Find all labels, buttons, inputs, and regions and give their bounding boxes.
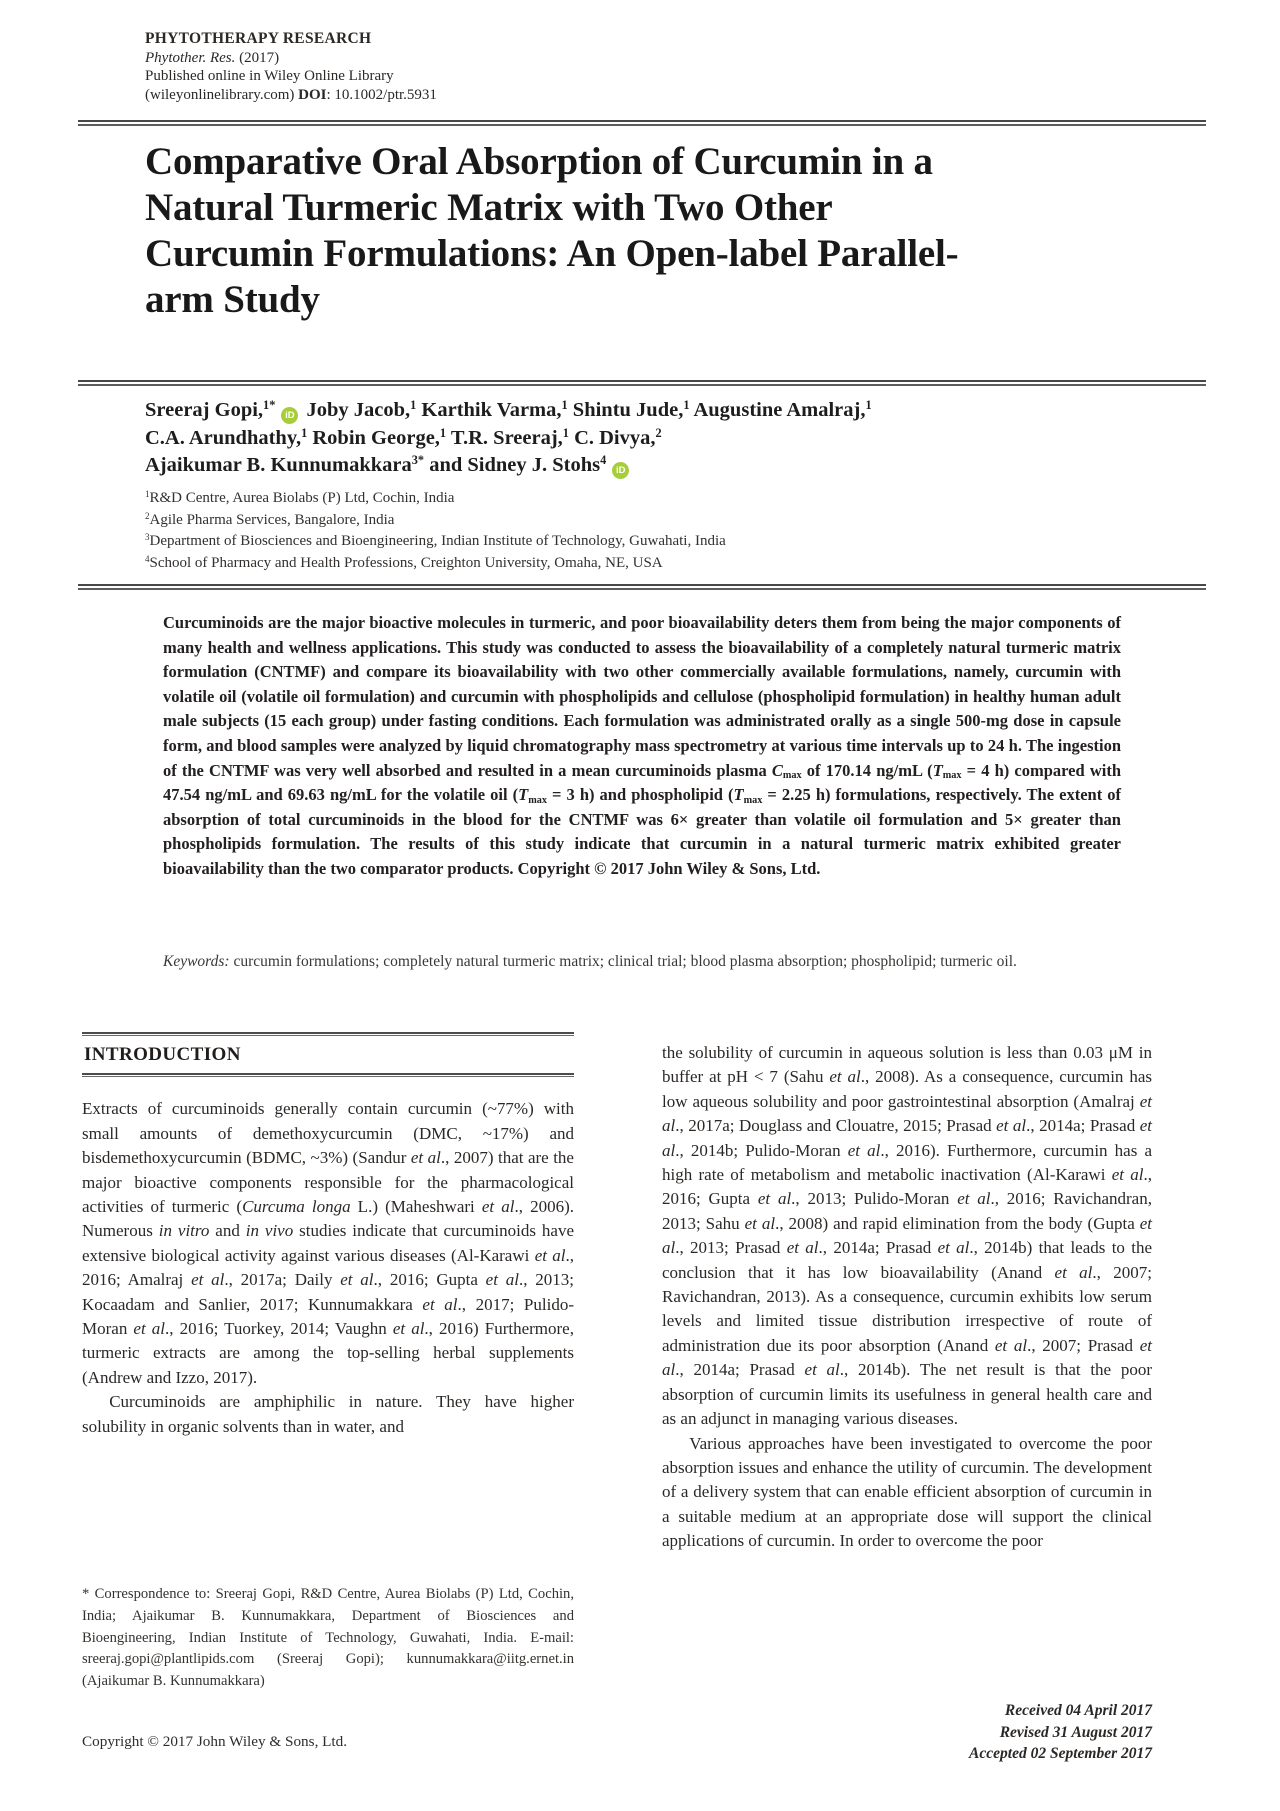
affiliation-list [145, 488, 1155, 574]
paper-title-line: Natural Turmeric Matrix with Two Other [145, 186, 833, 229]
journal-citation: Phytother. Res. (2017) [145, 49, 280, 66]
paper-title-line: Comparative Oral Absorption of Curcumin in a [145, 140, 933, 183]
keywords-line: Keywords: curcumin formulations; completely natural turmeric matrix; clinical trial; blood plasma absorption; phospholipid; turmeric oil. [163, 953, 1017, 970]
paper-title-line: arm Study [145, 278, 320, 321]
right-column [662, 1041, 1152, 1554]
intro-paragraph: Extracts of curcuminoids generally contain curcumin (~77%) with small amounts of demethoxycurcumin (DMC, ~17%) and bisdemethoxycurcumin (BDMC, ~3%) (Sandur et al., 2007) that are the major bioactive components responsible for the pharmacological activities of turmeric (Curcuma longa L.) (Maheshwari et al., 2006). Numerous in vitro and in vivo studies indicate that curcuminoids have extensive biological activity against various diseases (Al-Karawi et al., 2016; Amalraj et al., 2017a; Daily et al., 2016; Gupta et al., 2013; Kocaadam and Sanlier, 2017; Kunnumakkara et al., 2017; Pulido-Moran et al., 2016; Tuorkey, 2014; Vaughn et al., 2016) Furthermore, turmeric extracts are among the top-selling herbal supplements (Andrew and Izzo, 2017). [82, 1099, 575, 1387]
journal-header [145, 30, 437, 104]
copyright-line: Copyright © 2017 John Wiley & Sons, Ltd. [82, 1733, 348, 1750]
orcid-icon: iD [281, 407, 298, 424]
doi-line: (wileyonlinelibrary.com) DOI: 10.1002/ptr.5931 [145, 86, 437, 103]
author-line: Sreeraj Gopi,$^{1*}$iD Joby Jacob,$^1$ Karthik Varma,$^1$ Shintu Jude,$^1$ Augustine Amalraj,$^1$ [145, 397, 1155, 425]
accepted-date: Accepted 02 September 2017 [969, 1745, 1152, 1762]
introduction-heading: INTRODUCTION [84, 1044, 241, 1065]
orcid-icon: iD [612, 462, 629, 479]
author-list [145, 397, 1155, 480]
affiliation-item: $^3$Department of Biosciences and Bioengineering, Indian Institute of Technology, Guwahati, India [145, 532, 726, 549]
journal-name: PHYTOTHERAPY RESEARCH [145, 30, 372, 47]
abstract-text: Curcuminoids are the major bioactive molecules in turmeric, and poor bioavailability deters them from being the major components of many health and wellness applications. This study was conducted to assess the bioavailability of a completely natural turmeric matrix formulation (CNTMF) and compare its bioavailability with two other commercially available formulations, namely, curcumin with volatile oil (volatile oil formulation) and curcumin with phospholipids and cellulose (phospholipid formulation) in healthy human adult male subjects (15 each group) under fasting conditions. Each formulation was administrated orally as a single 500-mg dose in capsule form, and blood samples were analyzed by liquid chromatography mass spectrometry at various time intervals up to 24 h. The ingestion of the CNTMF was very well absorbed and resulted in a mean curcuminoids plasma $C_{max}$ of 170.14 ng/mL ($T_{max} = 4$ h) compared with 47.54 ng/mL and 69.63 ng/mL for the volatile oil ($T_{max} = 3$ h) and phospholipid ($T_{max} = 2.25$ h) formulations, respectively. The extent of absorption of total curcuminoids in the blood for the CNTMF was 6× greater than volatile oil formulation and 5× greater than phospholipids formulation. The results of this study indicate that curcumin in a natural turmeric matrix exhibited greater bioavailability than the two comparator products. Copyright © 2017 John Wiley & Sons, Ltd. [163, 613, 1121, 878]
affiliation-item: $^4$School of Pharmacy and Health Professions, Creighton University, Omaha, NE, USA [145, 553, 663, 571]
published-online-line: Published online in Wiley Online Library [145, 68, 394, 84]
top-rule [78, 120, 1206, 126]
correspondence-footnote: * Correspondence to: Sreeraj Gopi, R&D Centre, Aurea Biolabs (P) Ltd, Cochin, India; Ajaikumar B. Kunnumakkara, Department of Biosciences and Bioengineering, Indian Institute of Technology, Guwahati, India. E-mail: sreeraj.gopi@plantlipids.com (Sreeraj Gopi); kunnumakkara@iitg.ernet.in (Ajaikumar B. Kunnumakkara) [82, 1586, 574, 1690]
authors-rule [78, 380, 1206, 386]
paper-title [145, 139, 1160, 323]
author-line: C.A. Arundhathy,$^1$ Robin George,$^1$ T.R. Sreeraj,$^1$ C. Divya,$^2$ [145, 425, 662, 449]
article-history [662, 1700, 1152, 1765]
affiliation-item: $^2$Agile Pharma Services, Bangalore, India [145, 510, 395, 528]
intro-paragraph: Various approaches have been investigated to overcome the poor absorption issues and enhance the utility of curcumin. The development of a delivery system that can enable efficient absorption of curcumin in a suitable medium at an appropriate dose will support the clinical applications of curcumin. In order to overcome the poor [662, 1433, 1152, 1551]
received-date: Received 04 April 2017 [1004, 1702, 1152, 1719]
author-line: Ajaikumar B. Kunnumakkara$^{3*}$ and Sidney J. Stohs$^4$iD [145, 452, 1155, 480]
intro-paragraph: Curcuminoids are amphiphilic in nature. They have higher solubility in organic solvents than in water, and [82, 1392, 574, 1436]
intro-paragraph: the solubility of curcumin in aqueous solution is less than 0.03 μM in buffer at pH < 7 (Sahu et al., 2008). As a consequence, curcumin has low aqueous solubility and poor gastrointestinal absorption (Amalraj et al., 2017a; Douglass and Clouatre, 2015; Prasad et al., 2014a; Prasad et al., 2014b; Pulido-Moran et al., 2016). Furthermore, curcumin has a high rate of metabolism and metabolic inactivation (Al-Karawi et al., 2016; Gupta et al., 2013; Pulido-Moran et al., 2016; Ravichandran, 2013; Sahu et al., 2008) and rapid elimination from the body (Gupta et al., 2013; Prasad et al., 2014a; Prasad et al., 2014b) that leads to the conclusion that it has low bioavailability (Anand et al., 2007; Ravichandran, 2013). As a consequence, curcumin exhibits low serum levels and limited tissue distribution irrespective of route of administration due its poor absorption (Anand et al., 2007; Prasad et al., 2014a; Prasad et al., 2014b). The net result is that the poor absorption of curcumin limits its usefulness in general health care and as an adjunct in managing various diseases. [662, 1043, 1153, 1429]
revised-date: Revised 31 August 2017 [999, 1723, 1152, 1741]
affiliation-item: $^1$R&D Centre, Aurea Biolabs (P) Ltd, Cochin, India [145, 489, 455, 506]
abstract-rule [78, 584, 1206, 590]
left-column [82, 1032, 574, 1439]
paper-title-line: Curcumin Formulations: An Open-label Parallel- [145, 232, 959, 275]
intro-heading-rule-bottom [82, 1073, 574, 1077]
